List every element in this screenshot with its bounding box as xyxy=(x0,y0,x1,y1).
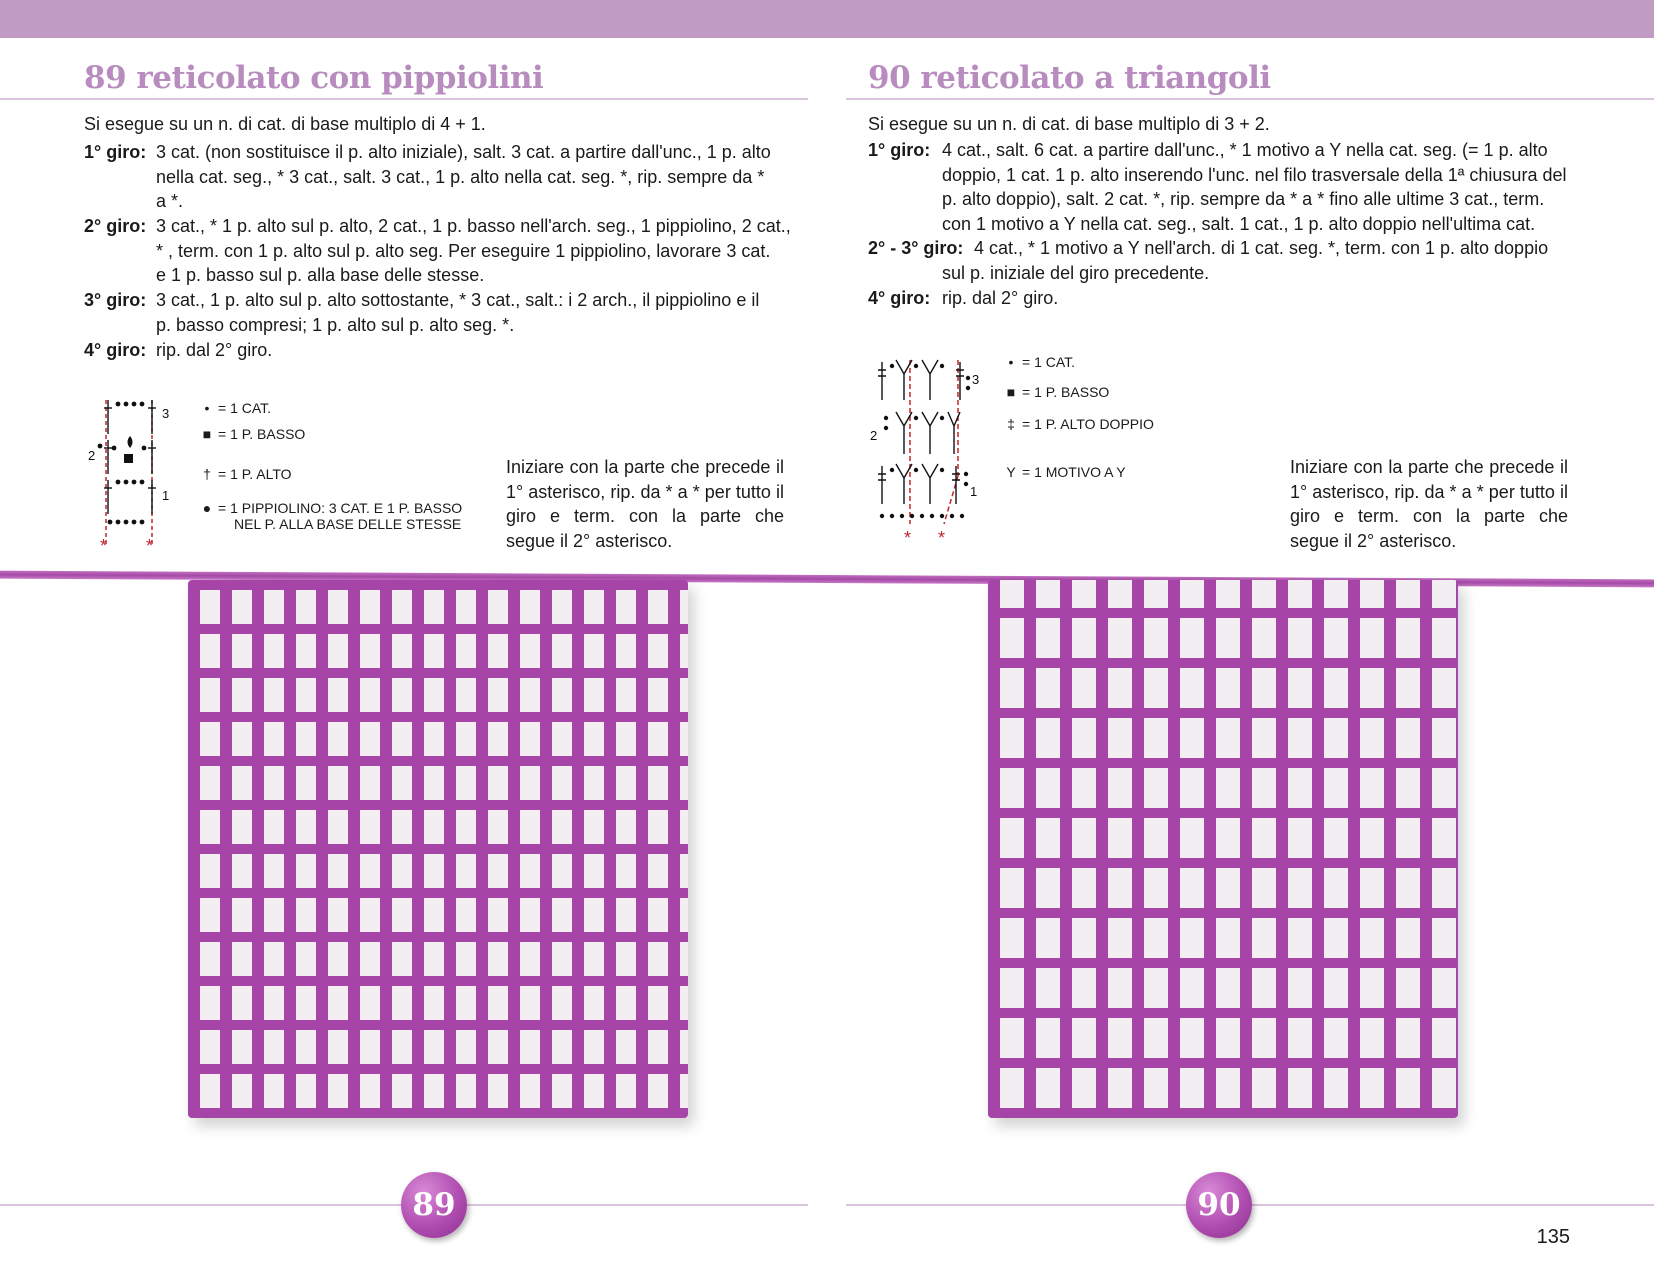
pattern-89-row-2 xyxy=(84,214,791,288)
legend-item: • = 1 CAT. xyxy=(1000,354,1075,370)
row-text-line: con 1 motivo a Y nella cat. seg., salt. 1 cat., 1 p. alto doppio nell'ultima cat. xyxy=(942,213,1536,234)
title-divider-left xyxy=(0,98,808,100)
pattern-90-intro: Si esegue su un n. di cat. di base multiplo di 3 + 2. xyxy=(868,114,1270,134)
pattern-89-row-3 xyxy=(84,288,759,337)
row-label: 2° giro: xyxy=(84,216,147,236)
legend-item: † = 1 P. ALTO xyxy=(196,466,292,482)
dot-icon: • xyxy=(1008,354,1014,370)
row-label: 4° giro: xyxy=(84,340,147,360)
row-text-line: rip. dal 2° giro. xyxy=(942,288,1059,308)
row-label: 1° giro: xyxy=(84,142,147,162)
square-icon: ■ xyxy=(202,426,212,442)
svg-text:*: * xyxy=(146,536,154,556)
row-text-line: doppio, 1 cat. 1 p. alto inserendo l'unc. nel filo trasversale della 1ª chiusura del xyxy=(942,164,1567,185)
chart-row-label: 2 xyxy=(870,428,878,443)
picot-icon: ● xyxy=(202,500,212,516)
row-label: 4° giro: xyxy=(868,288,931,308)
chart-row-label: 3 xyxy=(972,372,980,387)
row-text-line: sul p. iniziale del giro precedente. xyxy=(942,263,1210,283)
pattern-89-note: Iniziare con la parte che precede il 1° asterisco, rip. da * a * per tutto il giro e term. con la parte che segue il 2° asterisco. xyxy=(506,457,784,551)
row-text-line: e 1 p. basso sul p. alla base delle stesse. xyxy=(156,265,485,285)
top-color-bar xyxy=(0,0,1654,38)
chart-row-label: 1 xyxy=(162,488,170,503)
row-label: 3° giro: xyxy=(84,290,147,310)
row-text-line: a *. xyxy=(156,191,184,211)
pattern-90-row-2-continued xyxy=(942,261,1209,286)
yarn-ball-badge-89: 89 xyxy=(401,1172,467,1238)
row-text-line: 4 cat., salt. 6 cat. a partire dall'unc., * 1 motivo a Y nella cat. seg. (= 1 p. alto xyxy=(942,140,1548,160)
pattern-90-title: 90 reticolato a triangoli xyxy=(868,60,1271,96)
pattern-89-column xyxy=(84,38,784,100)
pattern-90-column xyxy=(868,38,1568,100)
pattern-90-stitch-chart xyxy=(868,356,988,552)
dot-icon: • xyxy=(204,400,210,416)
pattern-89-stitch-chart xyxy=(86,396,186,556)
svg-text:*: * xyxy=(100,536,108,556)
swatch-89-photo xyxy=(188,580,688,1118)
pattern-90-row-3 xyxy=(868,286,1058,311)
pattern-89-row-1 xyxy=(84,140,771,214)
row-text-line: 3 cat., 1 p. alto sul p. alto sottostante, * 3 cat., salt.: i 2 arch., il pippiolino e il xyxy=(156,290,760,310)
swatch-90-photo xyxy=(988,580,1458,1118)
row-text-line: * , term. con 1 p. alto sul p. alto seg. Per eseguire 1 pippiolino, lavorare 3 cat. xyxy=(156,240,771,261)
double-tall-stitch-icon: ‡ xyxy=(1007,416,1015,432)
legend-item: • = 1 CAT. xyxy=(196,400,271,416)
row-text-line: 3 cat. (non sostituisce il p. alto iniziale), salt. 3 cat. a partire dall'unc., 1 p. alto xyxy=(156,142,771,162)
pattern-90-note: Iniziare con la parte che precede il 1° asterisco, rip. da * a * per tutto il giro e term. con la parte che segue il 2° asterisco. xyxy=(1290,457,1568,551)
svg-text:*: * xyxy=(904,528,912,548)
chart-row-label: 1 xyxy=(970,484,978,499)
chart-row-label: 2 xyxy=(88,448,96,463)
legend-item: ■ = 1 P. BASSO xyxy=(1000,384,1109,400)
row-label: 2° - 3° giro: xyxy=(868,238,964,258)
row-text-line: 4 cat., * 1 motivo a Y nell'arch. di 1 cat. seg. *, term. con 1 p. alto doppio xyxy=(974,238,1549,258)
page-number: 135 xyxy=(1536,1226,1570,1248)
pattern-89-intro: Si esegue su un n. di cat. di base multiplo di 4 + 1. xyxy=(84,114,486,134)
y-motif-icon: Y xyxy=(1006,464,1016,480)
pattern-90-row-1 xyxy=(868,138,1566,236)
legend-item: ‡ = 1 P. ALTO DOPPIO xyxy=(1000,416,1154,432)
row-text-line: 3 cat., * 1 p. alto sul p. alto, 2 cat., 1 p. basso nell'arch. seg., 1 pippiolino, 2 cat., xyxy=(156,216,791,236)
legend-item: ■ = 1 P. BASSO xyxy=(196,426,305,442)
chart-row-label: 3 xyxy=(162,406,170,421)
pattern-89-title: 89 reticolato con pippiolini xyxy=(84,60,544,96)
pattern-90-row-2 xyxy=(868,236,1548,261)
row-text-line: nella cat. seg., * 3 cat., salt. 3 cat., 1 p. alto nella cat. seg. *, rip. sempre da * xyxy=(156,166,765,187)
legend-item: Y = 1 MOTIVO A Y xyxy=(1000,464,1126,480)
legend-item: ● = 1 PIPPIOLINO: 3 CAT. E 1 P. BASSO NEL P. ALLA BASE DELLE STESSE xyxy=(196,500,462,532)
title-divider-right xyxy=(846,98,1654,100)
square-icon: ■ xyxy=(1006,384,1016,400)
svg-text:*: * xyxy=(938,528,946,548)
row-text-line: p. alto doppio), salt. 2 cat. *, rip. sempre da * a * fino alle ultime 3 cat., term. xyxy=(942,189,1545,209)
row-text-line: p. basso compresi; 1 p. alto sul p. alto seg. *. xyxy=(156,314,515,335)
row-label: 1° giro: xyxy=(868,140,931,160)
tall-stitch-icon: † xyxy=(203,466,211,482)
pattern-89-row-4 xyxy=(84,338,272,363)
row-text-line: rip. dal 2° giro. xyxy=(156,340,273,360)
yarn-ball-badge-90: 90 xyxy=(1186,1172,1252,1238)
